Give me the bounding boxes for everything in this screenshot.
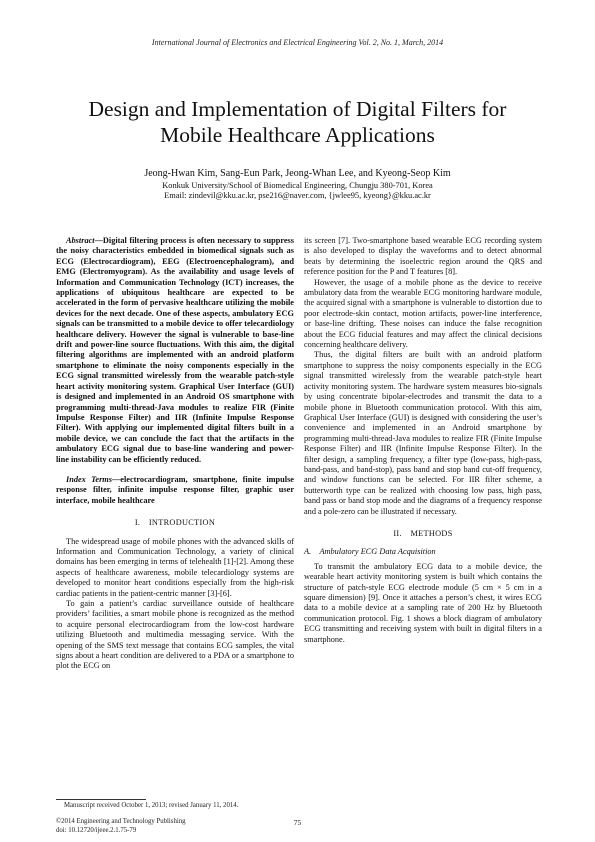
- footer-doi: doi: 10.12720/ijeee.2.1.75-79: [56, 826, 137, 834]
- section-heading-methods: II. METHODS: [393, 528, 453, 538]
- paper-title: [40, 96, 555, 148]
- author-emails: Email: zindevil@kku.ac.kr, pse216@naver.com, {jwlee95, kyeong}@kku.ac.kr: [164, 191, 431, 200]
- left-column: [56, 236, 294, 672]
- author-list: Jeong-Hwan Kim, Sang-Eun Park, Jeong-Whan Lee, and Kyeong-Seop Kim: [144, 168, 451, 179]
- intro-paragraph-1: The widespread usage of mobile phones with the advanced skills of Information and Communication Technology, a variety of clinical domains has been emerging in terms of telehealth [1]-[2]. Among these aspects of healthcare awareness, mobile telecardiology systems are developed to monitor heart conditions especially from the high-risk cardiac patients in the patient-centric manner [3]-[6].: [56, 536, 294, 598]
- index-terms: [56, 475, 294, 506]
- intro-paragraph-4: Thus, the digital filters are built with an android platform smartphone to suppress the noisy components especially in the ECG signal transmitted wirelessly from the wearable patch-style heart activity monitoring system. The hardware system measures bio-signals by using concentrate bipolar-electrodes and transmit the data to a mobile phone in Bluetooth communication protocol. With this aim, Graphical User Interface (GUI) is designed with considering the user’s convenience and implemented in an Android smartphone by programming multi-thread-Java modules to realize FIR (Finite Impulse Response Filter) and IIR (Infinite Impulse Response Filter). In the filter design, a sampling frequency, a filter type (low-pass, high-pass, band-pass, and band-stop), pass band and stop band cut-off frequency, and window functions can be selected. For IIR filter scheme, a butterworth type can be realized with choosing low pass, high pass, band pass or band stop mode and the diagrams of a frequency response and a pole-zero can be illustrated if necessary.: [304, 350, 542, 516]
- title-line-2: Mobile Healthcare Applications: [160, 123, 435, 147]
- intro-paragraph-3: However, the usage of a mobile phone as the device to receive ambulatory data from the wearable ECG monitoring hardware module, the acquired signal with a smartphone is vulnerable to distortion due to poor electrode-skin contact, motion artifacts, power-line interference, or base-line drifting. These noises can induce the false recognition about the ECG fiducial features and may affect the clinical decisions concerning healthcare delivery.: [304, 277, 542, 350]
- section-heading-introduction: I. INTRODUCTION: [134, 518, 216, 528]
- affiliation: Konkuk University/School of Biomedical Engineering, Chungju 380-701, Korea: [162, 181, 433, 190]
- intro-paragraph-2-continued: its screen [7]. Two-smartphone based wearable ECG recording system is also developed to display the waveforms and to detect abnormal beats by determining the isoelectric region around the QRS and reference position for the P and T features [8].: [304, 236, 542, 277]
- intro-paragraph-2: To gain a patient’s cardiac surveillance outside of healthcare providers’ facilities, a smart mobile phone is recognized as the method to acquire personal electrocardiogram from the low-cost hardware utilizing Bluetooth and multimedia messaging service. With the opening of the SMS text message that contains ECG samples, the vital signs about a heart condition are delivered to a PDA or a smartphone to plot the ECG on: [56, 599, 294, 671]
- title-line-1: Design and Implementation of Digital Filters for: [88, 97, 507, 121]
- index-terms-label: Index Terms: [66, 474, 112, 484]
- page-number: 75: [293, 818, 302, 827]
- abstract-label: Abstract: [66, 236, 95, 245]
- right-column: [304, 236, 542, 645]
- subsection-heading-ecg-acquisition: A. Ambulatory ECG Data Acquisition: [304, 547, 436, 557]
- abstract: [56, 236, 294, 465]
- methods-paragraph-1: To transmit the ambulatory ECG data to a mobile device, the wearable heart activity monitoring system is built which contains the structure of patch-style ECG electrode module (5 cm × 5 cm in a square dimension) [9]. Once it attaches a person’s chest, it wires ECG data to a mobile device at a sampling rate of 200 Hz by Bluetooth communication protocol. Fig. 1 shows a block diagram of ambulatory ECG transmitting and receiving system with built in digital filters in a smartphone.: [304, 561, 542, 644]
- footer-copyright: ©2014 Engineering and Technology Publishing: [56, 818, 186, 825]
- manuscript-footnote: Manuscript received October 1, 2013; revised January 11, 2014.: [64, 802, 239, 809]
- footnote-rule: [56, 799, 146, 800]
- abstract-text: —Digital filtering process is often necessary to suppress the noisy characteristics embedded in biomedical signals such as ECG (Electrocardiogram), EEG (Electroencephalogram), and EMG (Electromyogram). As the availability and usage levels of Information and Communication Technology (ICT) increases, the applications of ubiquitous healthcare are expected to be accelerated in the form of pervasive healthcare utilizing the mobile devices for the next decade. One of these aspects, ambulatory ECG signals can be transmitted to a mobile device to offer telecardiology healthcare delivery. However the signal is vulnerable to base-line drift and power-line source fluctuations. With this aim, the digital filtering algorithms are implemented with an android platform smartphone to eliminate the noisy components especially in the ECG signal transmitted wirelessly from the wearable patch-style heart activity monitoring system. Graphical User Interface (GUI) is designed and implemented in an Android OS smartphone with programming multi-thread-Java modules to realize FIR (Finite Impulse Response Filter) and IIR (Infinite Impulse Response Filter). With applying our implemented digital filters built in a mobile device, we can conclude the fact that the artifacts in the ambulatory ECG signal due to base-line wandering and power- line instability can be efficiently reduced.: [56, 236, 294, 464]
- index-terms-text: —electrocardiogram, smartphone, finite impulse response filter, infinite impulse response filter, graphic user interface, mobile healthcare: [56, 474, 294, 505]
- running-head: International Journal of Electronics and Electrical Engineering Vol. 2, No. 1, March, 2014: [151, 38, 444, 47]
